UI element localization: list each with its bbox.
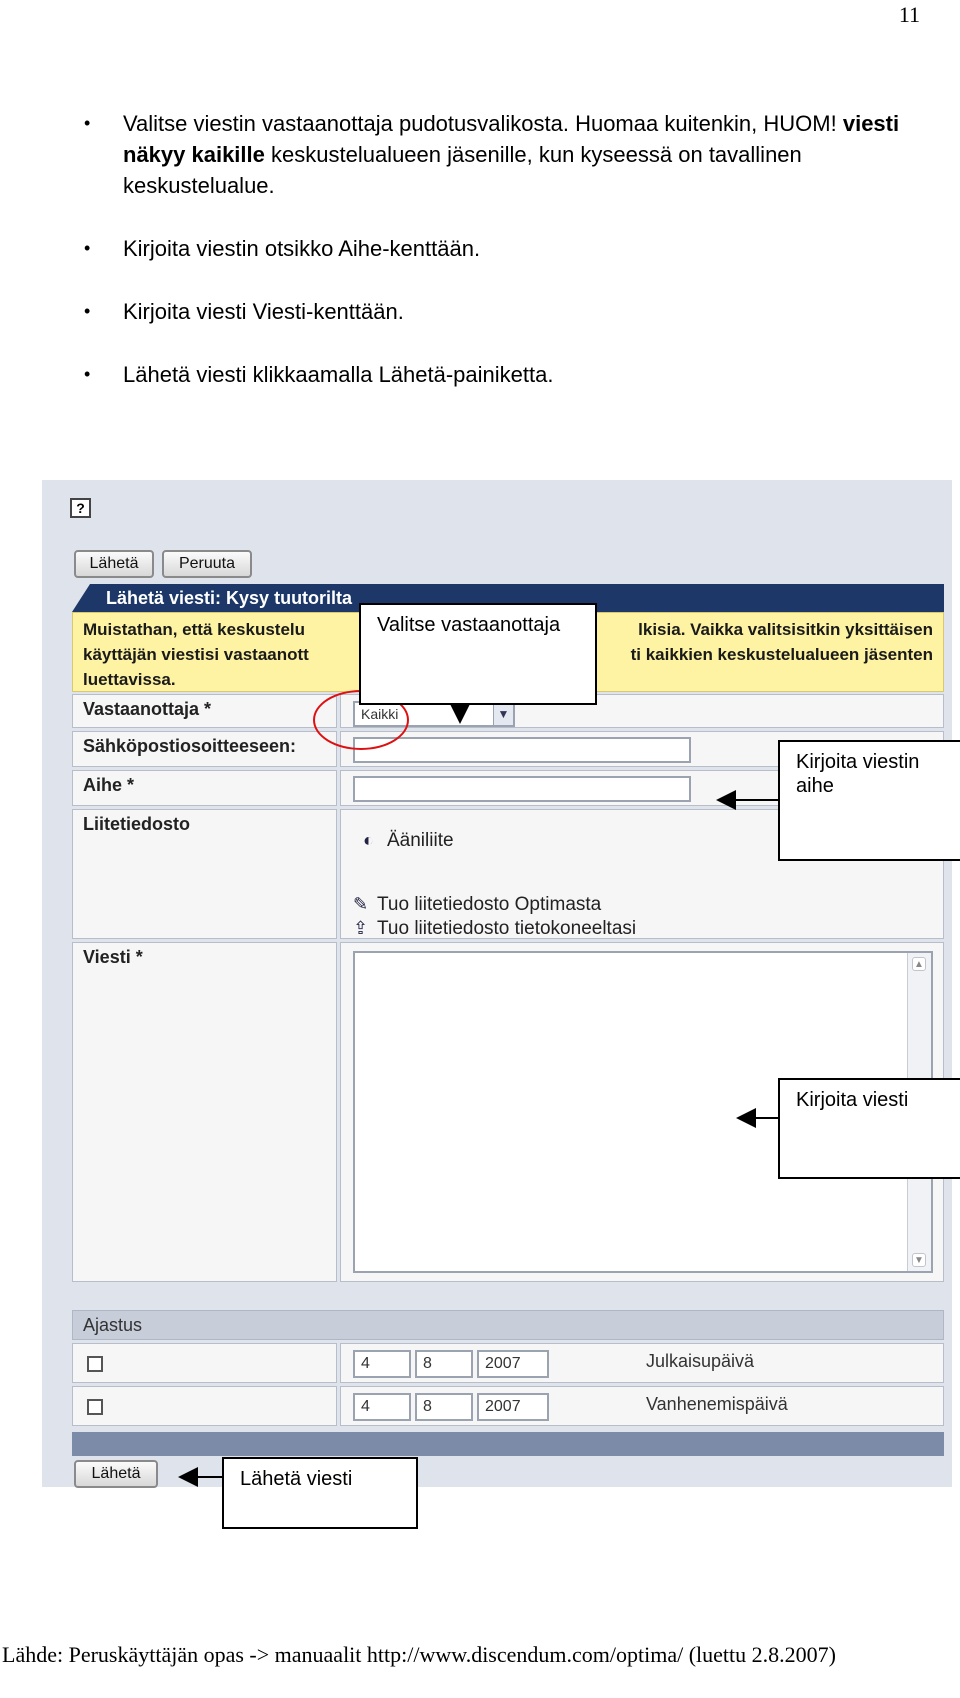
- callout-message: Kirjoita viesti: [778, 1078, 960, 1179]
- publish-date-cell: [340, 1343, 944, 1383]
- email-label: Sähköpostiosoitteeseen:: [72, 731, 337, 767]
- schedule-header: Ajastus: [72, 1310, 944, 1340]
- expire-year-input[interactable]: 2007: [477, 1393, 549, 1421]
- recipient-select[interactable]: Kaikki ▼: [353, 701, 515, 727]
- publish-month-input[interactable]: 8: [415, 1350, 473, 1378]
- attachment-label: Liitetiedosto: [72, 809, 337, 939]
- expire-day-input[interactable]: 4: [353, 1393, 411, 1421]
- import-from-computer-link[interactable]: ⇪ Tuo liitetiedosto tietokoneeltasi: [353, 918, 637, 939]
- callout-recipient: Valitse vastaanottaja: [359, 603, 597, 705]
- scroll-up-icon[interactable]: ▲: [912, 957, 926, 971]
- notice-box: Muistathan, että keskustelu lkisia. Vaikka valitsisitkin yksittäisen käyttäjän viestisi vastaanott ti kaikkien keskustelualueen jäsenten luettavissa.: [72, 612, 944, 692]
- bullet-send: • Lähetä viesti klikkaamalla Lähetä-painiketta.: [80, 359, 920, 390]
- email-input[interactable]: [353, 737, 691, 763]
- callout-send: Lähetä viesti: [222, 1457, 418, 1529]
- speaker-icon: ◐: [363, 830, 374, 850]
- scroll-down-icon[interactable]: ▼: [912, 1253, 926, 1267]
- publish-checkbox[interactable]: [87, 1356, 103, 1372]
- send-button-bottom[interactable]: Lähetä: [74, 1460, 158, 1488]
- page-number: 11: [898, 2, 920, 27]
- publish-year-input[interactable]: 2007: [477, 1350, 549, 1378]
- form-footer-bar: [72, 1432, 944, 1456]
- schedule-row-expire: [72, 1386, 337, 1426]
- source-citation: Lähde: Peruskäyttäjän opas -> manuaalit http://www.discendum.com/optima/ (luettu 2.8.2007): [2, 1642, 836, 1667]
- bullet-message: • Kirjoita viesti Viesti-kenttään.: [80, 296, 920, 327]
- publish-day-input[interactable]: 4: [353, 1350, 411, 1378]
- bullet-select-recipient: • Valitse viestin vastaanottaja pudotusvalikosta. Huomaa kuitenkin, HUOM! viesti näkyy kaikille keskustelualueen jäsenille, kun kyseessä on tavallinen keskustelualue.: [80, 108, 920, 201]
- callout-subject: Kirjoita viestin aihe: [778, 740, 960, 861]
- instruction-list: [80, 108, 920, 422]
- send-button-top[interactable]: Lähetä: [74, 550, 154, 578]
- audio-attachment-link[interactable]: ◐ Ääniliite: [363, 830, 454, 851]
- bullet-subject: • Kirjoita viestin otsikko Aihe-kenttään.: [80, 233, 920, 264]
- form-title: Lähetä viesti: Kysy tuutorilta: [72, 584, 944, 612]
- chevron-down-icon[interactable]: ▼: [493, 703, 513, 725]
- upload-document-icon: ⇪: [353, 918, 369, 938]
- recipient-label: Vastaanottaja *: [72, 694, 337, 728]
- expire-checkbox[interactable]: [87, 1399, 103, 1415]
- publish-date-label: Julkaisupäivä: [646, 1351, 755, 1371]
- subject-input[interactable]: [353, 776, 691, 802]
- import-from-optima-link[interactable]: ✎ Tuo liitetiedosto Optimasta: [353, 894, 602, 915]
- subject-label: Aihe *: [72, 770, 337, 806]
- message-label: Viesti *: [72, 942, 337, 1282]
- edit-document-icon: ✎: [353, 894, 369, 914]
- help-icon[interactable]: ?: [70, 498, 91, 518]
- cancel-button[interactable]: Peruuta: [162, 550, 252, 578]
- schedule-row-publish: [72, 1343, 337, 1383]
- expire-date-label: Vanhenemispäivä: [646, 1394, 788, 1414]
- expire-month-input[interactable]: 8: [415, 1393, 473, 1421]
- expire-date-cell: [340, 1386, 944, 1426]
